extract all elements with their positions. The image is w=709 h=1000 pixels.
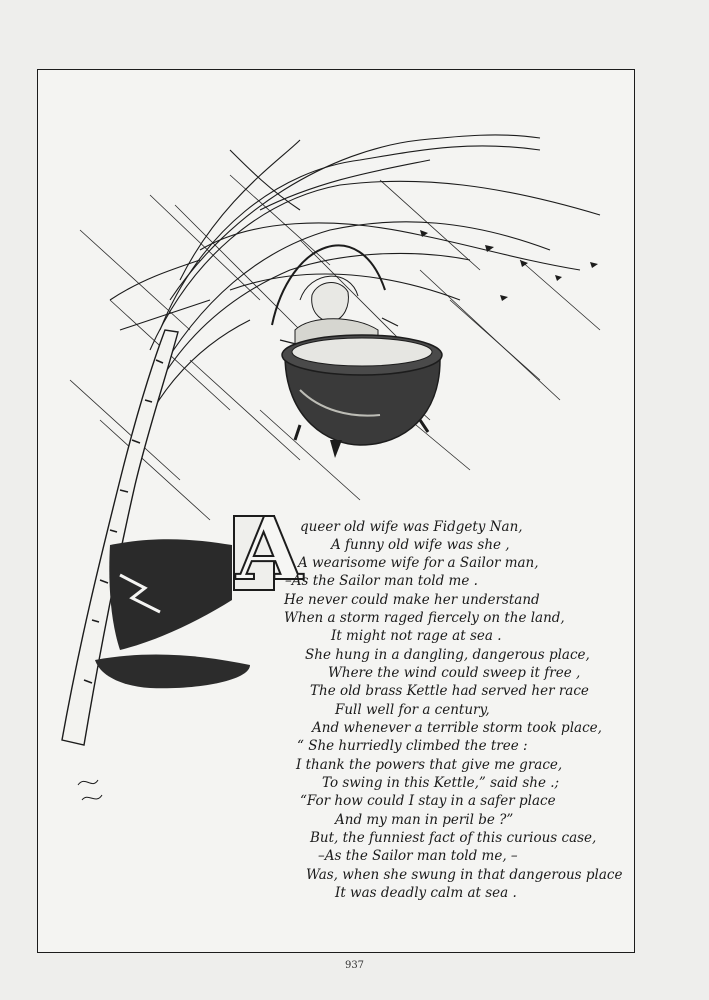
poem-line: When a storm raged fiercely on the land, <box>284 610 565 626</box>
page-number: 937 <box>344 960 365 971</box>
poem-line: The old brass Kettle had served her race <box>310 683 589 699</box>
poem-line: –As the Sailor man told me . <box>285 573 478 589</box>
kettle <box>282 335 442 458</box>
poem-line: It might not rage at sea . <box>331 628 502 644</box>
poem-line: I thank the powers that give me grace, <box>296 757 563 773</box>
artist-signature <box>78 780 102 800</box>
poem-line: He never could make her understand <box>284 592 540 608</box>
poem-line: “For how could I stay in a safer place <box>300 793 556 809</box>
poem-line: Full well for a century, <box>335 702 490 718</box>
poem-line: And whenever a terrible storm took place, <box>312 720 602 736</box>
poem-line: A wearisome wife for a Sailor man, <box>298 555 539 571</box>
poem-line: Was, when she swung in that dangerous place <box>306 867 623 883</box>
poem-line: A funny old wife was she , <box>331 537 510 553</box>
poem-line: She hung in a dangling, dangerous place, <box>305 647 590 663</box>
poem-line: It was deadly calm at sea . <box>335 885 517 901</box>
poem-line: To swing in this Kettle,” said she .; <box>322 775 560 791</box>
poem-line: queer old wife was Fidgety Nan, <box>300 519 523 535</box>
poem-line: –As the Sailor man told me, – <box>318 848 518 864</box>
poem-line: Where the wind could sweep it free , <box>328 665 581 681</box>
poem-line: And my man in peril be ?” <box>335 812 514 828</box>
poem-line: “ She hurriedly climbed the tree : <box>297 738 528 754</box>
drop-cap-letter: A <box>236 499 303 600</box>
poem-line: But, the funniest fact of this curious case, <box>310 830 597 846</box>
dark-water <box>95 539 250 688</box>
